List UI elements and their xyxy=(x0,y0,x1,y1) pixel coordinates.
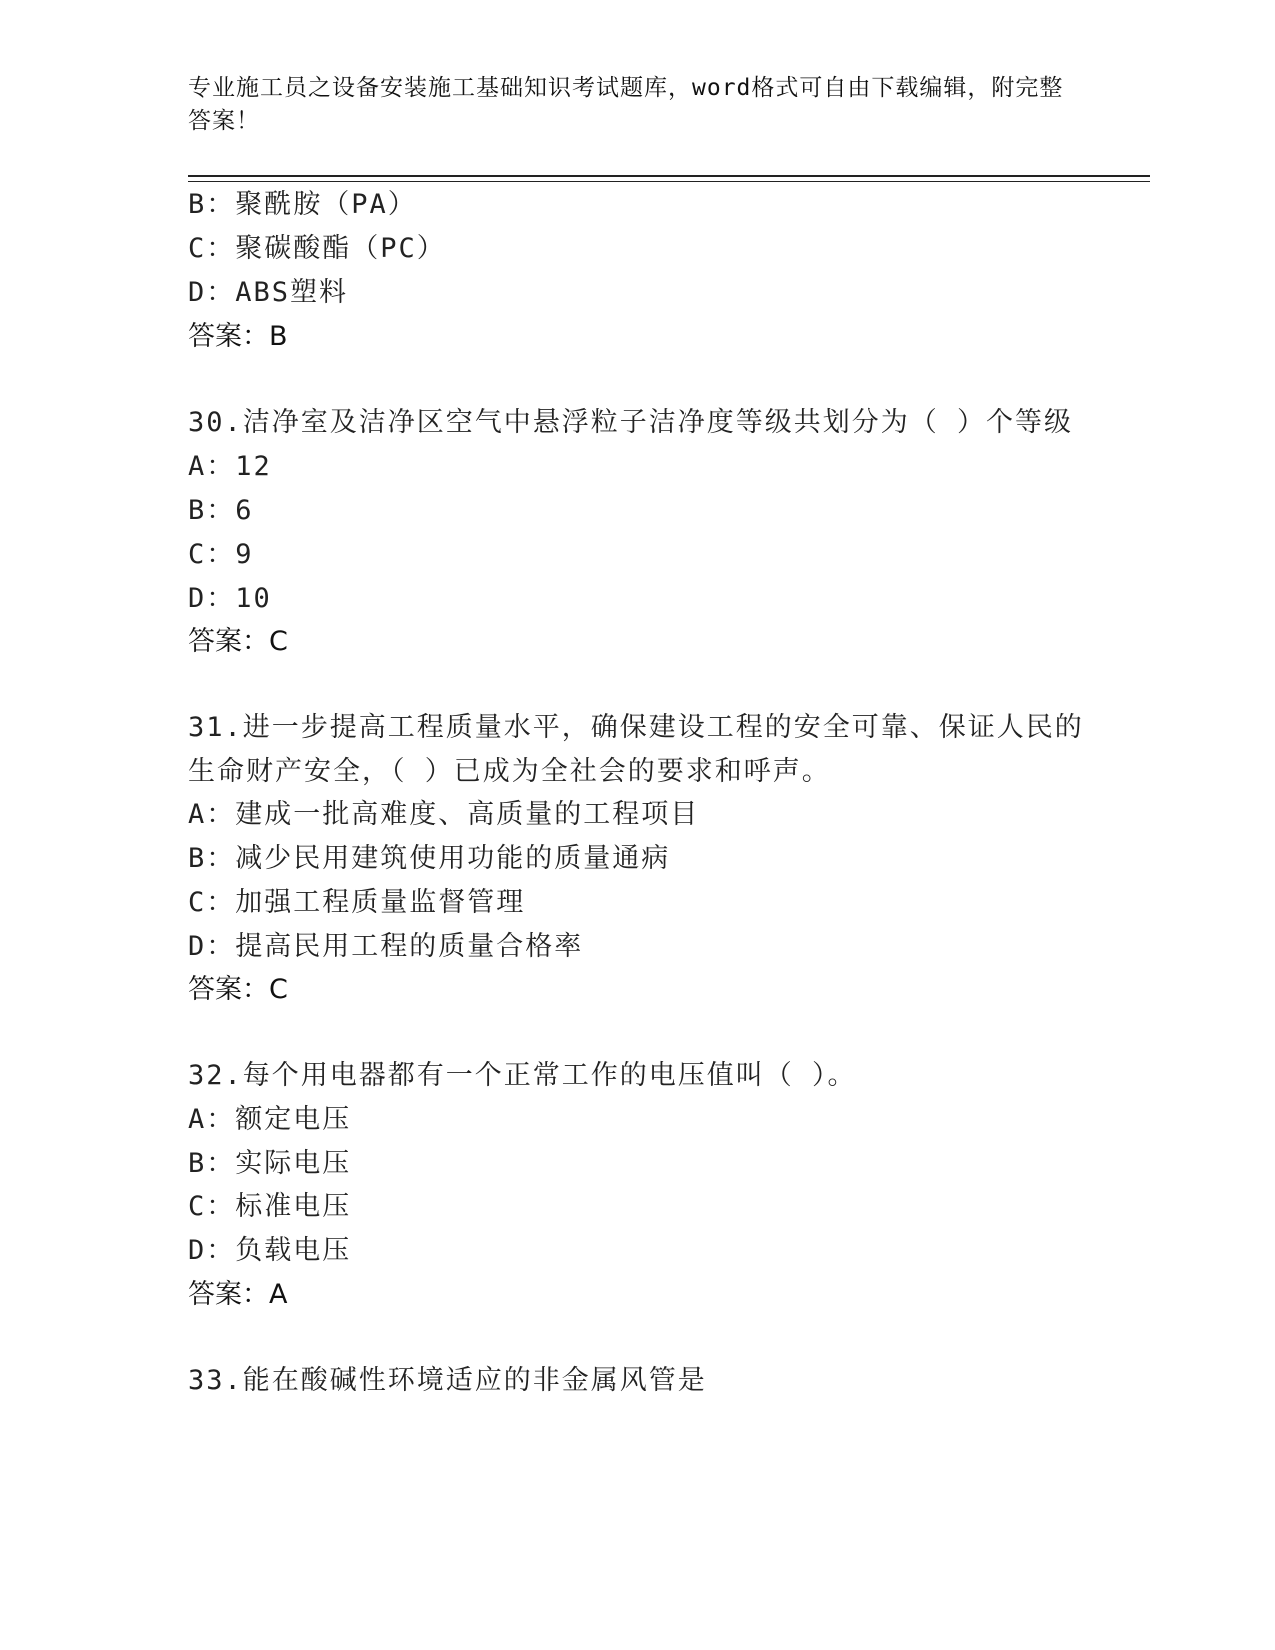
option-c: C：9 xyxy=(188,539,254,570)
option-d: D：ABS塑料 xyxy=(188,277,349,308)
option-d: D：10 xyxy=(188,583,272,614)
answer: 答案：A xyxy=(188,1279,288,1310)
option-b: B：6 xyxy=(188,495,254,526)
option-c: C：加强工程质量监督管理 xyxy=(188,887,526,918)
option-b: B：聚酰胺（PA） xyxy=(188,189,417,220)
answer: 答案：C xyxy=(188,974,288,1005)
option-a: A：额定电压 xyxy=(188,1104,352,1135)
option-d: D：负载电压 xyxy=(188,1235,352,1266)
question-31-line-1: 31.进一步提高工程质量水平，确保建设工程的安全可靠、保证人民的 xyxy=(188,712,1084,743)
document-header: 专业施工员之设备安装施工基础知识考试题库，word格式可自由下载编辑，附完整答案！ xyxy=(188,75,1064,134)
option-a: A：12 xyxy=(188,451,272,482)
question-32: 32.每个用电器都有一个正常工作的电压值叫（ ）。 xyxy=(188,1060,857,1091)
option-c: C：聚碳酸酯（PC） xyxy=(188,233,446,264)
header-divider-thin xyxy=(188,181,1150,182)
option-c: C：标准电压 xyxy=(188,1191,352,1222)
question-33: 33.能在酸碱性环境适应的非金属风管是 xyxy=(188,1365,707,1396)
header-divider xyxy=(188,175,1150,177)
question-30: 30.洁净室及洁净区空气中悬浮粒子洁净度等级共划分为（ ）个等级 xyxy=(188,407,1074,438)
option-a: A：建成一批高难度、高质量的工程项目 xyxy=(188,799,700,830)
option-d: D：提高民用工程的质量合格率 xyxy=(188,931,584,962)
question-31-line-2: 生命财产安全，（ ）已成为全社会的要求和呼声。 xyxy=(188,756,831,787)
answer: 答案：C xyxy=(188,626,288,657)
option-b: B：减少民用建筑使用功能的质量通病 xyxy=(188,843,671,874)
answer: 答案：B xyxy=(188,321,288,352)
option-b: B：实际电压 xyxy=(188,1148,352,1179)
